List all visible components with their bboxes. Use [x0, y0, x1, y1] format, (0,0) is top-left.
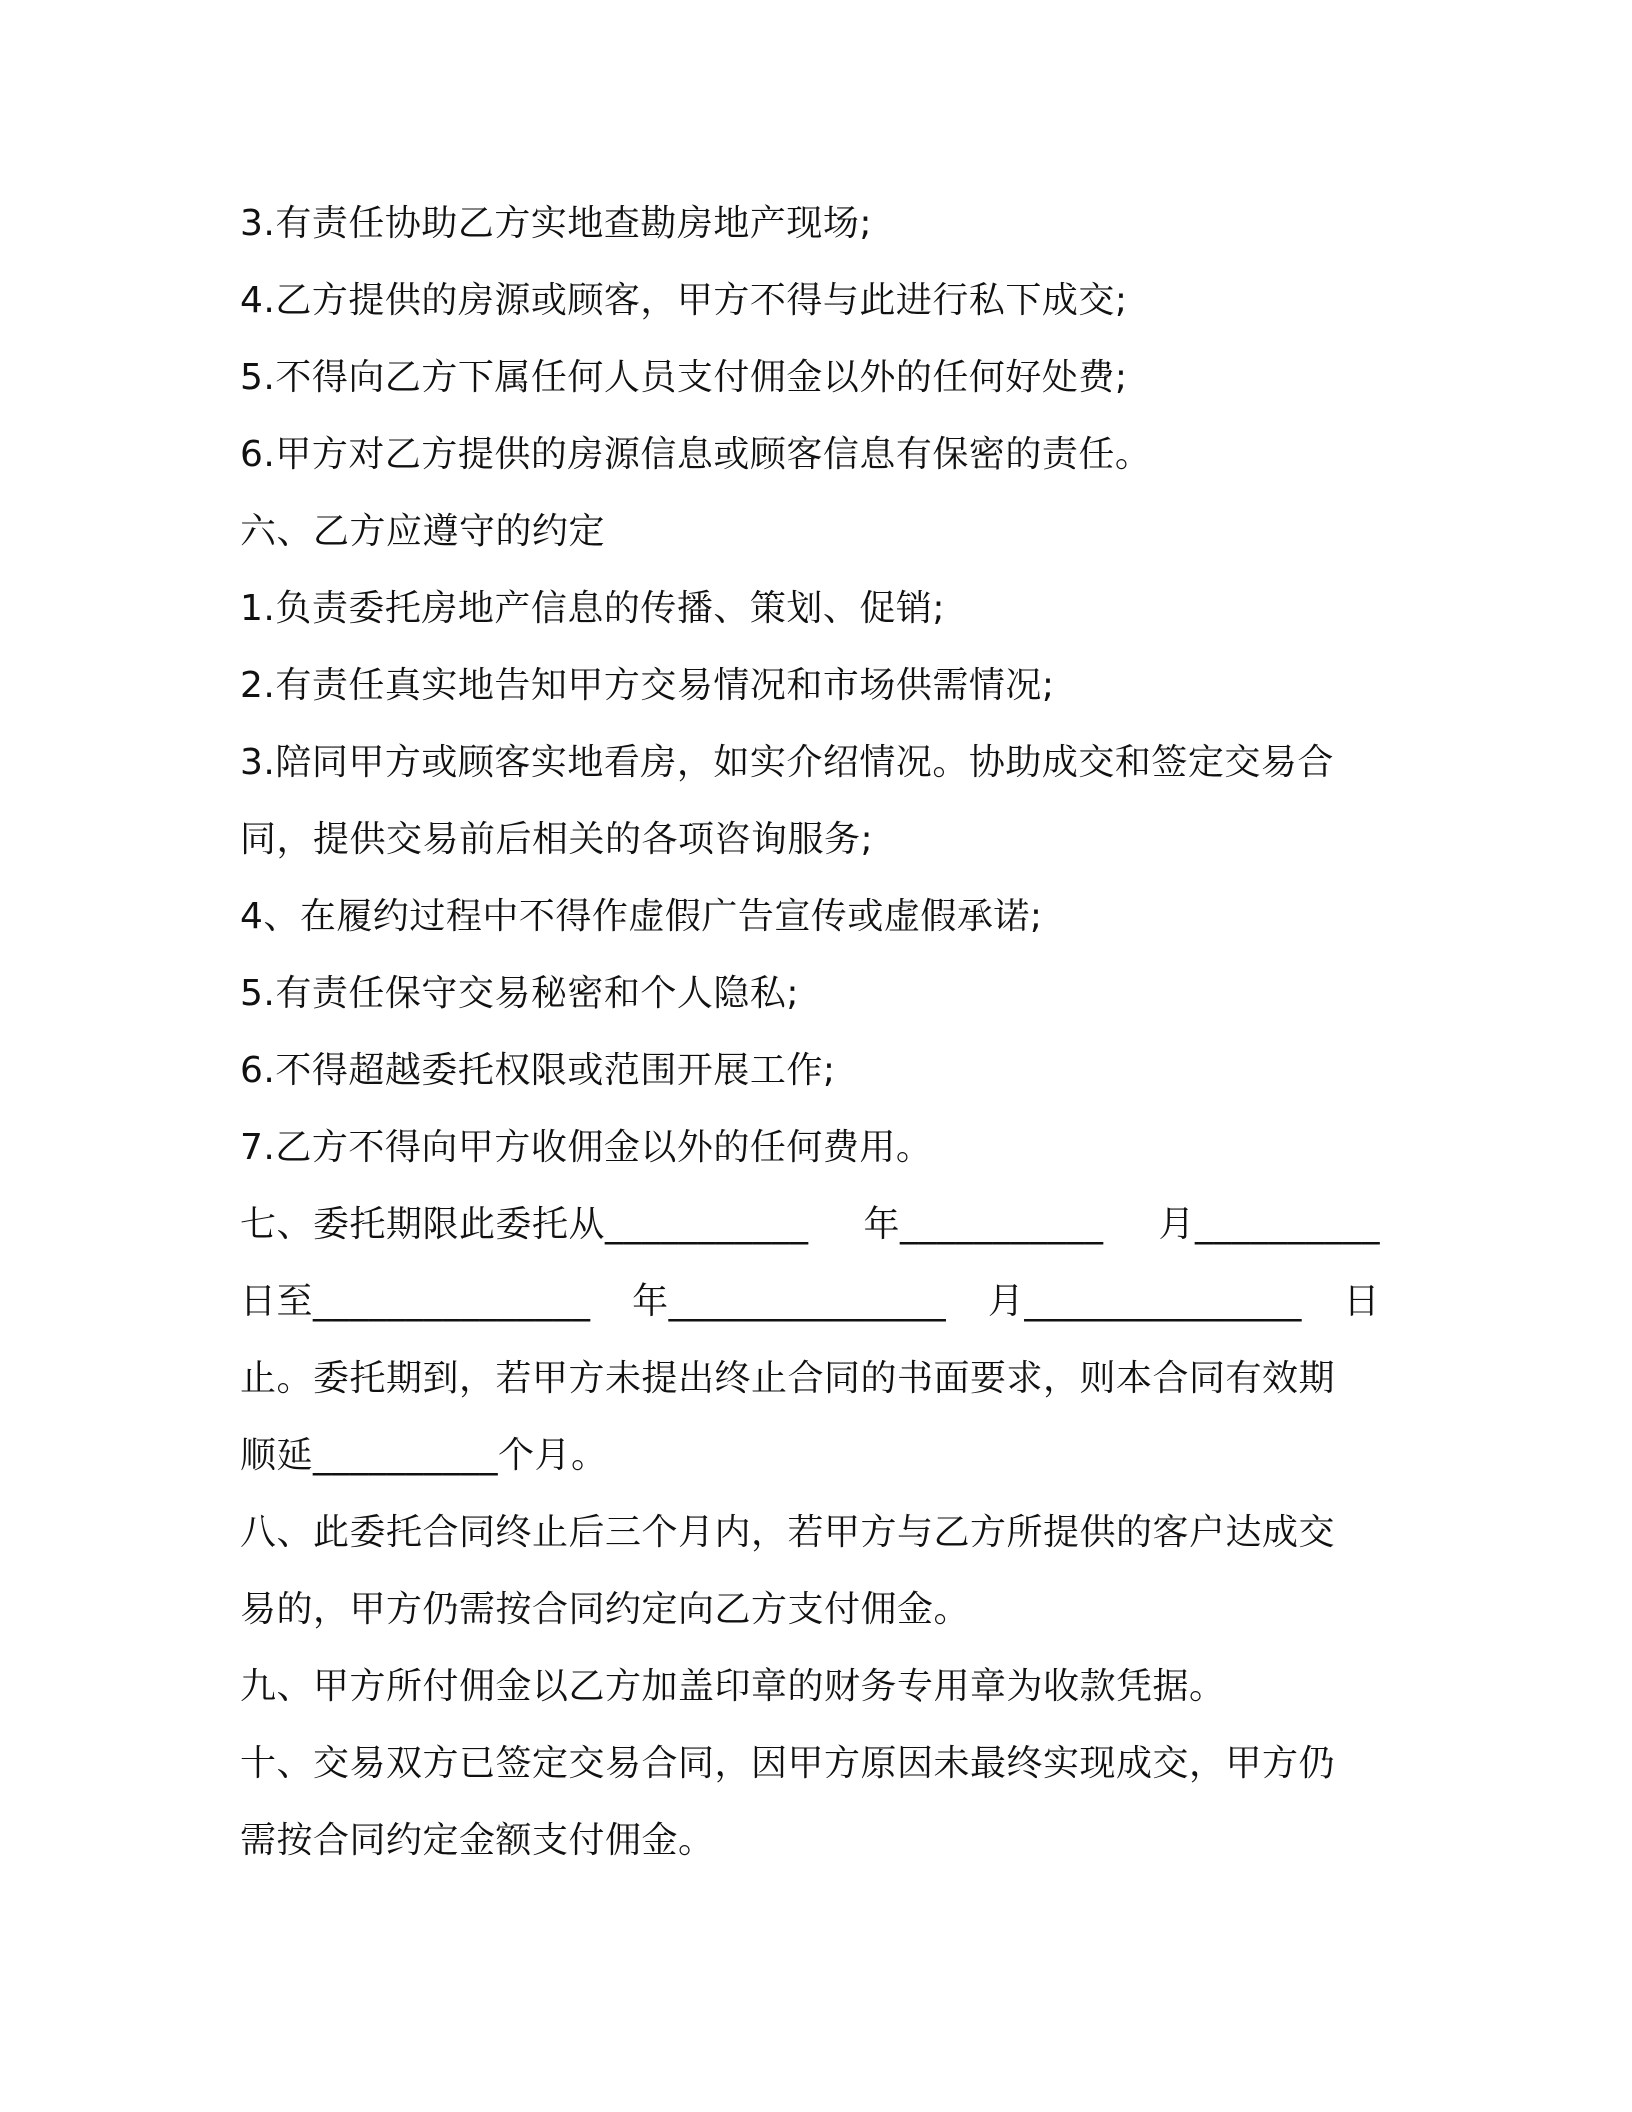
section-9: 九、甲方所付佣金以乙方加盖印章的财务专用章为收款凭据。 — [240, 1666, 1226, 1707]
clause-5-item-6: 6.甲方对乙方提供的房源信息或顾客信息有保密的责任。 — [240, 434, 1152, 475]
clause-5-item-5: 5.不得向乙方下属任何人员支付佣金以外的任何好处费; — [240, 357, 1128, 398]
term-start-day-field: 月__________ — [1158, 1204, 1380, 1245]
term-end-year-field: 日至_______________ — [240, 1281, 591, 1322]
clause-6-item-4: 4、在履约过程中不得作虚假广告宣传或虚假承诺; — [240, 896, 1043, 937]
section-7-renewal: 止。委托期到，若甲方未提出终止合同的书面要求，则本合同有效期 — [240, 1358, 1336, 1399]
term-end-day-label: 日 — [1343, 1281, 1380, 1322]
clause-6-item-3: 3.陪同甲方或顾客实地看房，如实介绍情况。协助成交和签定交易合 — [240, 742, 1334, 783]
term-start-month-field: 年___________ — [863, 1204, 1104, 1245]
section-10: 十、交易双方已签定交易合同，因甲方原因未最终实现成交，甲方仍 — [240, 1743, 1336, 1784]
clause-5-item-4: 4.乙方提供的房源或顾客，甲方不得与此进行私下成交; — [240, 280, 1128, 321]
clause-6-item-5: 5.有责任保守交易秘密和个人隐私; — [240, 973, 799, 1014]
term-end-day-field: 月_______________ — [987, 1281, 1302, 1322]
section-8: 八、此委托合同终止后三个月内，若甲方与乙方所提供的客户达成交 — [240, 1512, 1336, 1553]
term-start-year-field: 七、委托期限此委托从___________ — [240, 1204, 809, 1245]
clause-6-item-7: 7.乙方不得向甲方收佣金以外的任何费用。 — [240, 1127, 933, 1168]
clause-6-item-2: 2.有责任真实地告知甲方交易情况和市场供需情况; — [240, 665, 1055, 706]
clause-6-item-3-cont: 同，提供交易前后相关的各项咨询服务; — [240, 819, 874, 860]
section-7-renewal-months: 顺延__________个月。 — [240, 1435, 608, 1476]
document-body — [240, 185, 1380, 1879]
clause-6-item-6: 6.不得超越委托权限或范围开展工作; — [240, 1050, 836, 1091]
section-7-term-line-2 — [240, 1263, 1380, 1340]
clause-6-item-1: 1.负责委托房地产信息的传播、策划、促销; — [240, 588, 945, 629]
section-6-heading: 六、乙方应遵守的约定 — [240, 511, 606, 552]
clause-5-item-3: 3.有责任协助乙方实地查勘房地产现场; — [240, 203, 872, 244]
section-7-term-line-1 — [240, 1186, 1380, 1263]
section-10-cont: 需按合同约定金额支付佣金。 — [240, 1820, 715, 1861]
section-8-cont: 易的，甲方仍需按合同约定向乙方支付佣金。 — [240, 1589, 971, 1630]
term-end-month-field: 年_______________ — [632, 1281, 947, 1322]
